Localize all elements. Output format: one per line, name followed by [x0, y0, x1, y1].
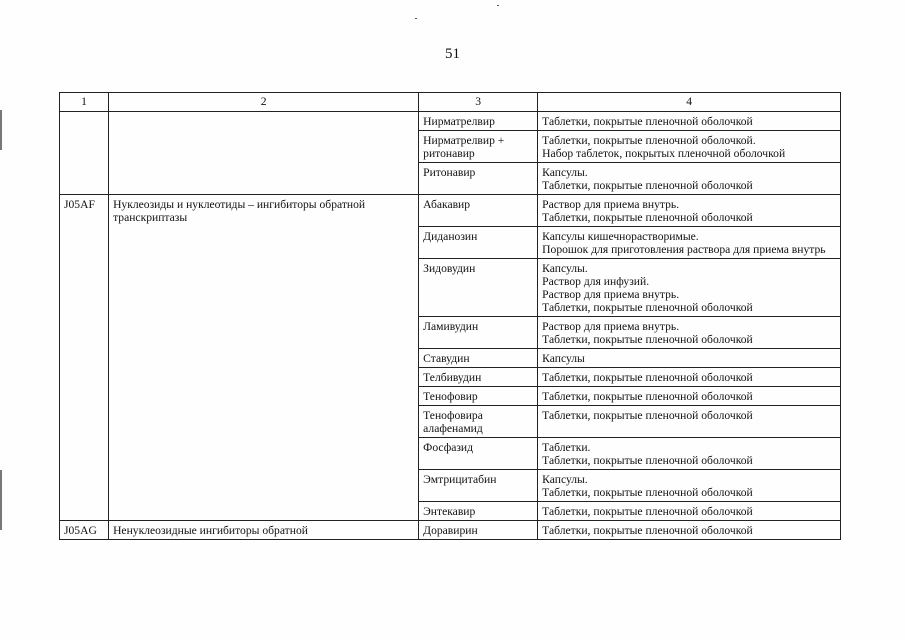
dosage-form-cell: Таблетки, покрытые пленочной оболочкой — [538, 502, 841, 521]
dosage-form-cell: Таблетки. Таблетки, покрытые пленочной оболочкой — [538, 438, 841, 470]
dosage-form-cell: Капсулы кишечнорастворимые. Порошок для приготовления раствора для приема внутрь — [538, 227, 841, 259]
atc-code-cell: J05AF — [60, 195, 109, 521]
drug-name-cell: Эмтрицитабин — [419, 470, 538, 502]
drug-name-cell: Тенофовира алафенамид — [419, 406, 538, 438]
table-row — [60, 112, 841, 131]
pharmacological-group-cell: Ненуклеозидные ингибиторы обратной — [109, 521, 419, 540]
drug-name-cell: Телбивудин — [419, 368, 538, 387]
dosage-form-cell: Капсулы. Раствор для инфузий. Раствор для приема внутрь. Таблетки, покрытые пленочной оболочкой — [538, 259, 841, 317]
drug-name-cell: Ритонавир — [419, 163, 538, 195]
page-number: 51 — [445, 46, 460, 62]
column-header-1: 1 — [60, 93, 109, 112]
scan-edge-mark — [0, 470, 2, 530]
scan-dot — [415, 18, 417, 19]
drug-name-cell: Нирматрелвир — [419, 112, 538, 131]
dosage-form-cell: Таблетки, покрытые пленочной оболочкой — [538, 112, 841, 131]
dosage-form-cell: Таблетки, покрытые пленочной оболочкой — [538, 368, 841, 387]
drug-name-cell: Доравирин — [419, 521, 538, 540]
dosage-form-cell: Раствор для приема внутрь. Таблетки, покрытые пленочной оболочкой — [538, 317, 841, 349]
atc-code-cell: J05AG — [60, 521, 109, 540]
pharmacological-group-cell: Нуклеозиды и нуклеотиды – ингибиторы обратной транскриптазы — [109, 195, 419, 521]
drug-name-cell: Ламивудин — [419, 317, 538, 349]
table-row — [60, 195, 841, 227]
drug-name-cell: Фосфазид — [419, 438, 538, 470]
table-body — [60, 112, 841, 540]
drug-name-cell: Энтекавир — [419, 502, 538, 521]
drug-name-cell: Зидовудин — [419, 259, 538, 317]
dosage-form-cell: Таблетки, покрытые пленочной оболочкой — [538, 387, 841, 406]
dosage-form-cell: Капсулы. Таблетки, покрытые пленочной оболочкой — [538, 470, 841, 502]
dosage-form-cell: Капсулы. Таблетки, покрытые пленочной оболочкой — [538, 163, 841, 195]
drug-list-table — [59, 92, 841, 540]
drug-name-cell: Тенофовир — [419, 387, 538, 406]
column-header-row — [60, 93, 841, 112]
drug-name-cell: Ставудин — [419, 349, 538, 368]
dosage-form-cell: Таблетки, покрытые пленочной оболочкой — [538, 406, 841, 438]
dosage-form-cell: Капсулы — [538, 349, 841, 368]
pharmacological-group-cell — [109, 112, 419, 195]
column-header-3: 3 — [419, 93, 538, 112]
scan-edge-mark — [0, 110, 2, 150]
dosage-form-cell: Раствор для приема внутрь. Таблетки, покрытые пленочной оболочкой — [538, 195, 841, 227]
dosage-form-cell: Таблетки, покрытые пленочной оболочкой — [538, 521, 841, 540]
dosage-form-cell: Таблетки, покрытые пленочной оболочкой. Набор таблеток, покрытых пленочной оболочкой — [538, 131, 841, 163]
table-row — [60, 521, 841, 540]
scan-dot — [497, 5, 499, 6]
column-header-2: 2 — [109, 93, 419, 112]
drug-name-cell: Абакавир — [419, 195, 538, 227]
column-header-4: 4 — [538, 93, 841, 112]
drug-name-cell: Диданозин — [419, 227, 538, 259]
atc-code-cell — [60, 112, 109, 195]
drug-name-cell: Нирматрелвир + ритонавир — [419, 131, 538, 163]
